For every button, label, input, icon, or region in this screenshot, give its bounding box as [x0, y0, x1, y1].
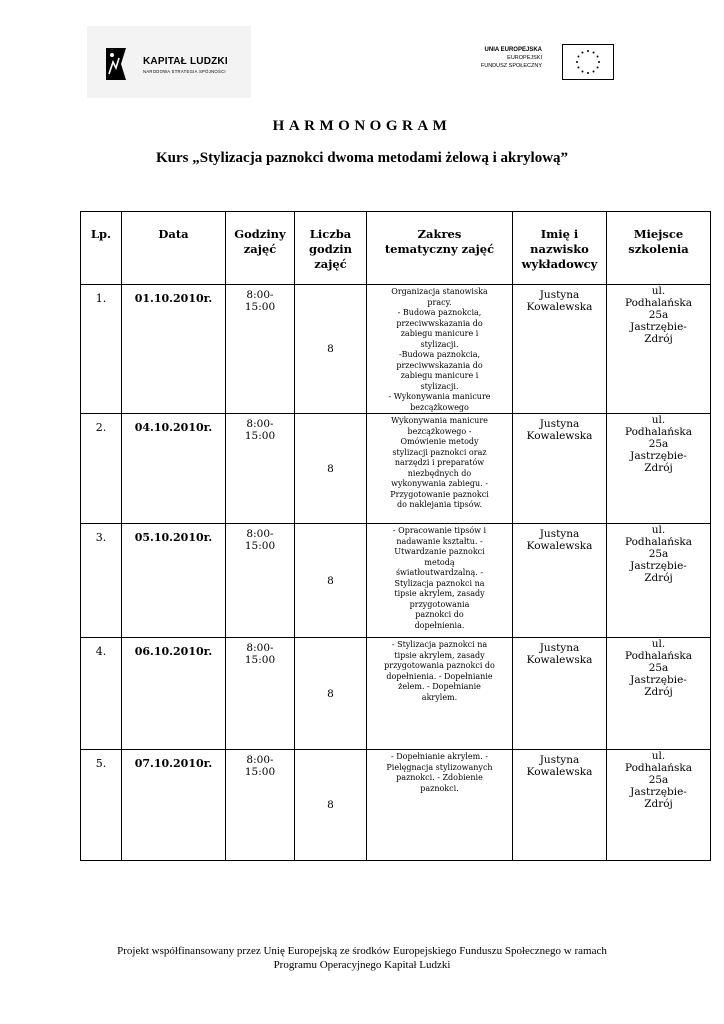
text-line: Justyna	[539, 642, 580, 654]
text-line: 15:00	[244, 301, 276, 313]
text-line: -Budowa paznokcia,	[398, 350, 481, 359]
text-line: tipsie akrylem, zasady	[394, 650, 485, 660]
footer-line2: Programu Operacyjnego Kapitał Ludzki	[273, 959, 451, 971]
footer-line1: Projekt współfinansowany przez Unię Europejską ze środków Europejskiego Funduszu Społecznego w ramach	[117, 945, 607, 957]
text-line: niezbędnych do	[407, 468, 472, 478]
text-line: Podhalańska	[624, 650, 693, 662]
logo-left-tagline: NARODOWA STRATEGIA SPÓJNOŚCI	[143, 69, 226, 74]
eu-star-icon	[587, 72, 589, 74]
header-lp: Lp.	[81, 212, 122, 285]
row-hours-count: 8	[295, 524, 367, 638]
eu-logo-line3: FUNDUSZ SPOŁECZNY	[480, 63, 542, 69]
row-hours	[226, 638, 295, 750]
row-topic	[367, 638, 513, 750]
row-number: 1.	[81, 285, 122, 414]
text-line: Justyna	[539, 754, 580, 766]
table-row	[81, 285, 711, 414]
text-line: stylizacji.	[420, 339, 459, 349]
text-line: 15:00	[244, 654, 276, 666]
row-number: 2.	[81, 414, 122, 524]
text-line: bezcążkowego -	[407, 426, 472, 436]
row-hours	[226, 414, 295, 524]
text-line: 15:00	[244, 430, 276, 442]
table-header-row	[81, 212, 711, 285]
text-line: 15:00	[244, 540, 276, 552]
text-line: Podhalańska	[624, 762, 693, 774]
logo-left-name: KAPITAŁ LUDZKI	[143, 56, 228, 67]
text-line: Utwardzanie paznokci	[394, 547, 485, 556]
text-line: szkolenia	[628, 242, 689, 256]
text-line: ul.	[651, 285, 666, 297]
row-hours	[226, 285, 295, 414]
row-place	[607, 524, 711, 638]
header-place	[607, 212, 711, 285]
text-line: 25a	[648, 548, 669, 560]
text-line: nazwisko	[530, 242, 589, 256]
row-lecturer	[513, 285, 607, 414]
text-line: pracy.	[427, 297, 452, 307]
eu-star-icon	[587, 50, 589, 52]
text-line: godzin	[308, 242, 352, 256]
text-line: Przygotowanie paznokci	[390, 489, 489, 499]
row-topic	[367, 285, 513, 414]
row-date: 01.10.2010r.	[122, 285, 226, 414]
text-line: metodą	[424, 557, 455, 567]
document-title: HARMONOGRAM	[272, 118, 452, 134]
text-line: Kowalewska	[526, 301, 593, 313]
text-line: żelem. - Dopełnianie	[398, 682, 481, 691]
text-line: Jastrzębie-	[630, 786, 687, 798]
table-row	[81, 524, 711, 638]
row-place	[607, 414, 711, 524]
text-line: - Opracowanie tipsów i	[392, 526, 487, 535]
text-line: Zdrój	[644, 798, 673, 810]
text-line: paznokci. - Zdobienie	[396, 773, 483, 782]
row-number: 3.	[81, 524, 122, 638]
text-line: tematyczny zajęć	[384, 242, 495, 256]
text-line: Kowalewska	[526, 540, 593, 552]
schedule-table	[80, 211, 711, 861]
row-topic	[367, 524, 513, 638]
row-date: 04.10.2010r.	[122, 414, 226, 524]
text-line: narzędzi i preparatów	[394, 458, 485, 467]
text-line: Liczba	[309, 227, 352, 241]
text-line: 25a	[648, 309, 669, 321]
row-hours-count: 8	[295, 750, 367, 861]
text-line: Kowalewska	[526, 430, 593, 442]
text-line: dopełnienia.	[414, 620, 465, 630]
text-line: Zdrój	[644, 572, 673, 584]
header-hours	[226, 212, 295, 285]
row-hours	[226, 750, 295, 861]
row-topic	[367, 414, 513, 524]
text-line: Omówienie metody	[400, 437, 479, 446]
eu-star-icon	[577, 56, 579, 58]
text-line: przygotowania paznokci do	[384, 661, 495, 670]
text-line: zajęć	[314, 257, 347, 271]
text-line: nadawanie kształtu. -	[396, 536, 483, 546]
text-line: 8:00-	[246, 642, 274, 654]
text-line: Kowalewska	[526, 766, 593, 778]
text-line: Justyna	[539, 528, 580, 540]
text-line: Organizacja stanowiska	[391, 287, 488, 296]
text-line: przygotowania	[409, 599, 470, 609]
text-line: przeciwwskazania do	[396, 318, 483, 328]
text-line: Podhalańska	[624, 297, 693, 309]
text-line: Godziny	[234, 227, 286, 241]
text-line: Pielęgnacja stylizowanych	[386, 762, 493, 772]
text-line: wykładowcy	[521, 257, 598, 271]
text-line: - Wykonywania manicure	[388, 392, 491, 401]
text-line: 25a	[648, 438, 669, 450]
text-line: Podhalańska	[624, 536, 693, 548]
text-line: akrylem.	[421, 692, 458, 702]
row-topic	[367, 750, 513, 861]
row-number: 4.	[81, 638, 122, 750]
footer-note	[0, 944, 724, 972]
text-line: stylizacji paznokci oraz	[392, 447, 487, 457]
text-line: wykonywania zabiegu. -	[391, 479, 488, 488]
text-line: Wykonywania manicure	[391, 416, 488, 425]
text-line: Kowalewska	[526, 654, 593, 666]
header-topic	[367, 212, 513, 285]
eu-star-icon	[597, 67, 599, 69]
text-line: Jastrzębie-	[630, 321, 687, 333]
text-line: tipsie akrylem, zasady	[394, 589, 485, 598]
text-line: stylizacji.	[420, 381, 459, 391]
text-line: Podhalańska	[624, 426, 693, 438]
eu-star-icon	[593, 51, 595, 53]
row-lecturer	[513, 750, 607, 861]
text-line: - Stylizacja paznokci na	[391, 640, 488, 649]
text-line: Zdrój	[644, 686, 673, 698]
text-line: Zakres	[417, 227, 462, 241]
text-line: Miejsce	[633, 227, 684, 241]
text-line: Jastrzębie-	[630, 674, 687, 686]
text-line: ul.	[651, 638, 666, 650]
eu-logo-line2: EUROPEJSKI	[507, 55, 542, 61]
row-lecturer	[513, 638, 607, 750]
header-date: Data	[122, 212, 226, 285]
row-date: 07.10.2010r.	[122, 750, 226, 861]
text-line: zajęć	[243, 242, 277, 256]
text-line: 25a	[648, 662, 669, 674]
text-line: do naklejania tipsów.	[396, 500, 483, 509]
text-line: zabiegu manicure i	[400, 371, 479, 380]
row-lecturer	[513, 414, 607, 524]
header-count	[295, 212, 367, 285]
row-date: 05.10.2010r.	[122, 524, 226, 638]
eu-flag-icon	[562, 44, 614, 80]
eu-star-icon	[593, 71, 595, 73]
eu-star-icon	[597, 56, 599, 58]
text-line: dopełnienia. - Dopełnianie	[386, 671, 493, 681]
eu-star-icon	[598, 61, 600, 63]
text-line: Justyna	[539, 289, 580, 301]
text-line: 8:00-	[246, 418, 274, 430]
text-line: 8:00-	[246, 754, 274, 766]
row-hours-count: 8	[295, 414, 367, 524]
text-line: ul.	[651, 414, 666, 426]
text-line: bezcążkowego	[410, 402, 469, 412]
row-place	[607, 285, 711, 414]
text-line: światłoutwardzalną. -	[395, 568, 484, 577]
row-date: 06.10.2010r.	[122, 638, 226, 750]
row-lecturer	[513, 524, 607, 638]
course-subtitle: Kurs „Stylizacja paznokci dwoma metodami żelową i akrylową”	[155, 150, 569, 166]
text-line: ul.	[651, 750, 666, 762]
kapital-ludzki-logo	[87, 26, 251, 98]
text-line: - Budowa paznokcia,	[397, 308, 482, 317]
table-row	[81, 750, 711, 861]
text-line: 15:00	[244, 766, 276, 778]
eu-logo-text	[481, 46, 542, 70]
text-line: - Dopełnianie akrylem. -	[390, 752, 489, 761]
table-row	[81, 638, 711, 750]
text-line: Justyna	[539, 418, 580, 430]
text-line: Jastrzębie-	[630, 450, 687, 462]
row-place	[607, 638, 711, 750]
table-row	[81, 414, 711, 524]
text-line: paznokci do	[415, 610, 464, 619]
eu-logo	[478, 44, 614, 82]
text-line: ul.	[651, 524, 666, 536]
row-hours-count: 8	[295, 285, 367, 414]
text-line: paznokci.	[420, 783, 459, 793]
text-line: Zdrój	[644, 333, 673, 345]
eu-star-icon	[582, 71, 584, 73]
text-line: Jastrzębie-	[630, 560, 687, 572]
eu-star-icon	[582, 51, 584, 53]
eu-star-icon	[576, 61, 578, 63]
text-line: przeciwwskazania do	[396, 360, 483, 370]
header-lecturer	[513, 212, 607, 285]
row-number: 5.	[81, 750, 122, 861]
text-line: Zdrój	[644, 462, 673, 474]
eu-logo-line1: UNIA EUROPEJSKA	[484, 47, 542, 53]
kapital-ludzki-emblem-icon	[103, 46, 129, 82]
text-line: 8:00-	[246, 528, 274, 540]
row-place	[607, 750, 711, 861]
eu-star-icon	[577, 67, 579, 69]
text-line: Imię i	[540, 227, 579, 241]
row-hours	[226, 524, 295, 638]
text-line: 8:00-	[246, 289, 274, 301]
row-hours-count: 8	[295, 638, 367, 750]
text-line: zabiegu manicure i	[400, 329, 479, 338]
text-line: 25a	[648, 774, 669, 786]
text-line: Stylizacja paznokci na	[394, 578, 485, 588]
